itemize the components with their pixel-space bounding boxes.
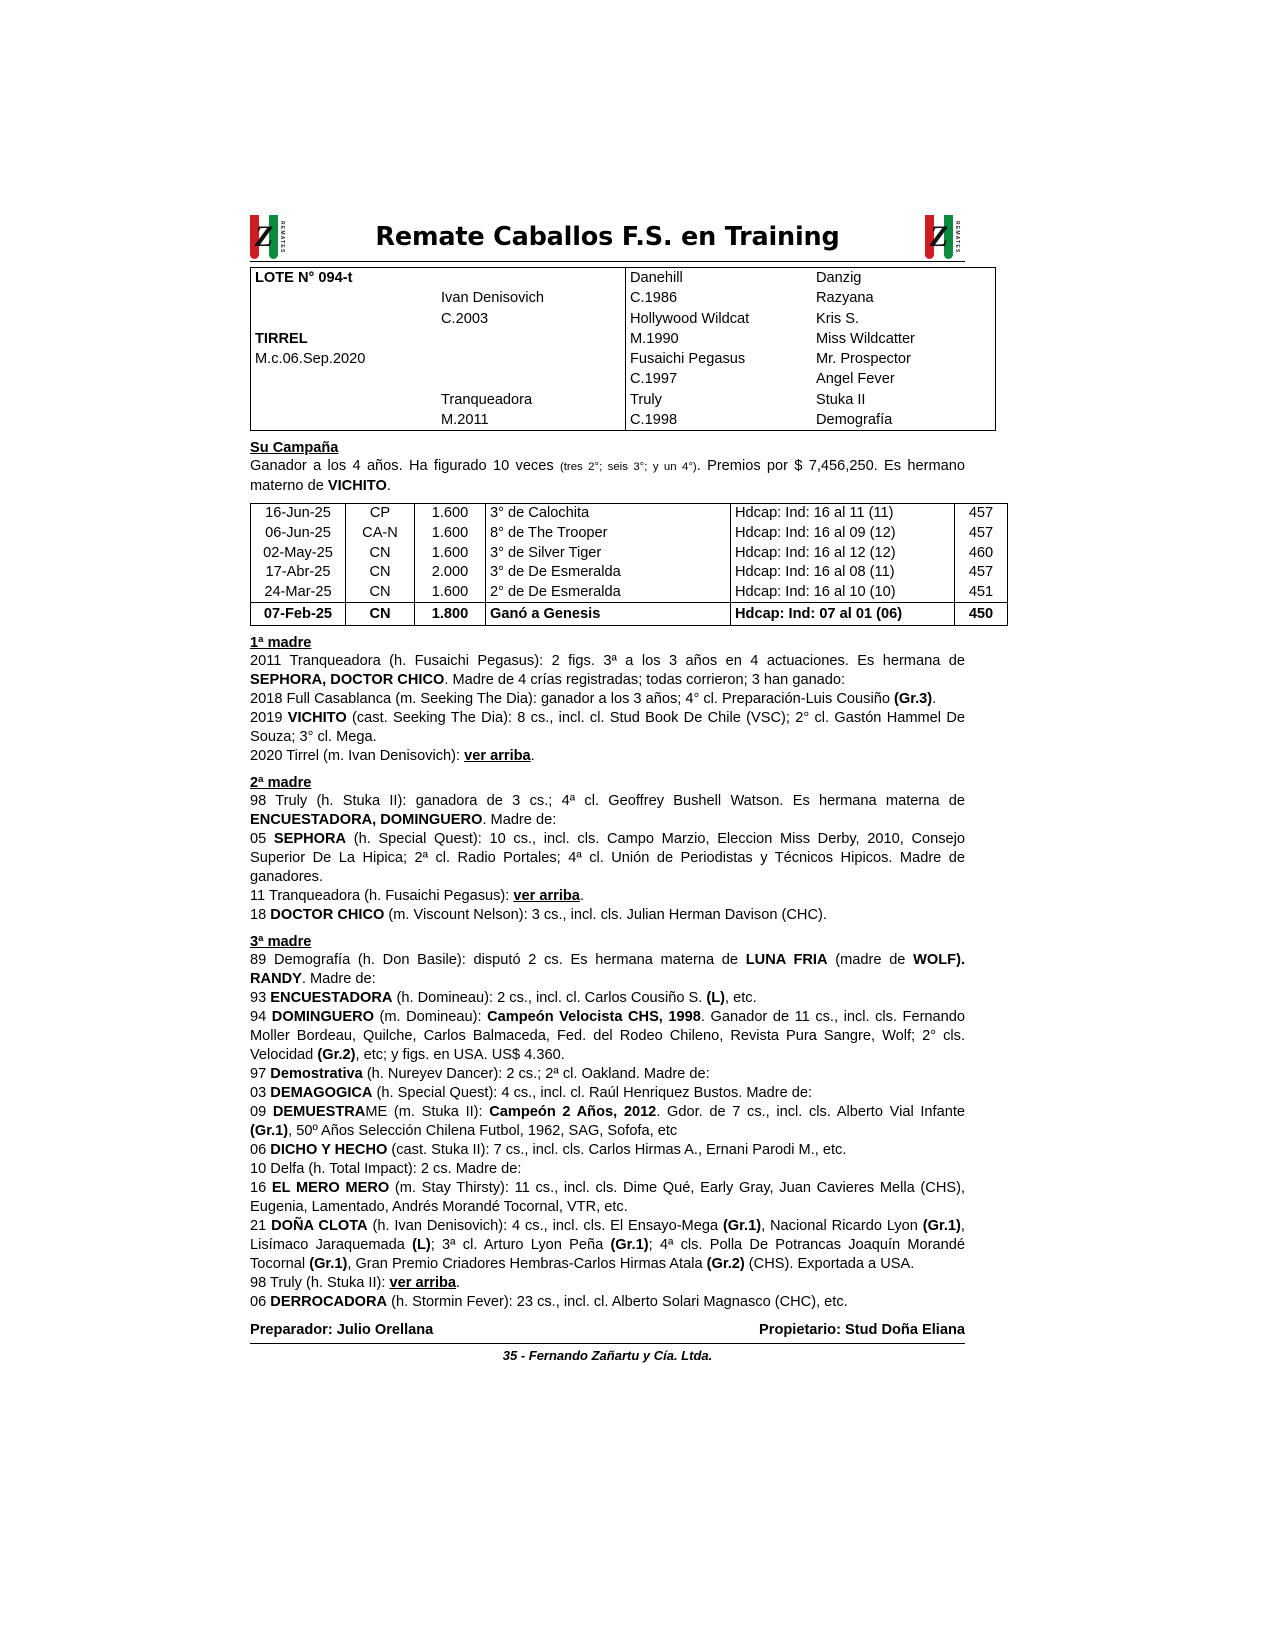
race-history-table	[250, 503, 1008, 626]
race-result: 3° de De Esmeralda	[486, 563, 731, 583]
pedigree-gen2: Fusaichi Pegasus	[626, 349, 813, 369]
race-distance: 1.600	[415, 544, 486, 564]
race-distance: 1.800	[415, 603, 486, 626]
first-dam-text-c: . Madre de 4 crías registradas; todas corrieron; 3 han ganado:	[444, 672, 846, 689]
race-hdcap: Hdcap: Ind: 16 al 09 (12)	[731, 524, 955, 544]
race-result: Ganó a Genesis	[486, 603, 731, 626]
race-date: 17-Abr-25	[251, 563, 346, 583]
pedigree-gen2: Truly	[626, 390, 813, 410]
race-track: CP	[346, 504, 415, 524]
table-row	[251, 504, 1008, 524]
race-date: 24-Mar-25	[251, 583, 346, 603]
list-item: 93 ENCUESTADORA (h. Domineau): 2 cs., incl. cl. Carlos Cousiño S. (L), etc.	[250, 990, 757, 1007]
pedigree-gen3: Mr. Prospector	[816, 351, 911, 368]
page-title: Remate Caballos F.S. en Training	[375, 222, 840, 252]
campaign-text-end: .	[386, 478, 391, 495]
pedigree-row	[251, 349, 996, 369]
pedigree-gen3: Razyana	[816, 290, 874, 307]
list-item: 94 DOMINGUERO (m. Domineau): Campeón Velocista CHS, 1998. Ganador de 11 cs., incl. cls. Fernando Moller Bordeau, Quilche, Carlos Balmaceda, Fed. del Rodeo Chileno, Revista Pura Sangre, Wolf; 2° cls. Velocidad (Gr.2), etc; y figs. en USA. US$ 4.360.	[250, 1009, 966, 1064]
page-footer: 35 - Fernando Zañartu y Cía. Ltda.	[502, 1348, 713, 1364]
third-dam-sibling-2: WOLF). RANDY	[250, 952, 966, 988]
second-dam-heading: 2ª madre	[250, 775, 312, 792]
list-item: 06 DICHO Y HECHO (cast. Stuka II): 7 cs., incl. cls. Carlos Hirmas A., Ernani Parodi M., etc.	[250, 1142, 847, 1159]
campaign-text-a: Ganador a los 4 años. Ha figurado 10 veces	[250, 458, 560, 475]
pedigree-gen3: Demografía	[816, 412, 893, 429]
pedigree-gen2: C.1997	[626, 369, 813, 389]
pedigree-gen3: Stuka II	[816, 391, 866, 408]
pedigree-gen3: Kris S.	[816, 310, 859, 327]
list-item: 16 EL MERO MERO (m. Stay Thirsty): 11 cs., incl. cls. Dime Qué, Early Gray, Juan Cavieres Mella (CHS), Eugenia, Lamentado, Andrés Morandé Tocornal, VTR, etc.	[250, 1180, 966, 1216]
second-dam-text-c: . Madre de:	[482, 812, 557, 829]
dam-name: Tranqueadora	[441, 391, 533, 408]
race-track: CN	[346, 563, 415, 583]
remates-logo-right-icon: Z REMATES	[925, 215, 965, 259]
race-date: 16-Jun-25	[251, 504, 346, 524]
race-date: 02-May-25	[251, 544, 346, 564]
race-weight: 457	[955, 524, 1008, 544]
race-date: 07-Feb-25	[251, 603, 346, 626]
table-row	[251, 563, 1008, 583]
pedigree-blank	[437, 349, 626, 369]
list-item: 09 DEMUESTRAME (m. Stuka II): Campeón 2 Años, 2012. Gdor. de 7 cs., incl. cls. Alberto Vial Infante (Gr.1), 50º Años Selección Chilena Futbol, 1962, SAG, Sofofa, etc	[250, 1104, 965, 1140]
second-dam-summary	[250, 792, 965, 830]
race-distance: 1.600	[415, 524, 486, 544]
third-dam-text-a: 89 Demografía (h. Don Basile): disputó 2 cs. Es hermana materna de	[250, 952, 746, 969]
logo-word-right: REMATES	[954, 220, 960, 254]
campaign-text-b: . Premios por $ 7,456,250. Es hermano materno de	[250, 458, 965, 495]
race-hdcap: Hdcap: Ind: 16 al 12 (12)	[731, 544, 955, 564]
header-divider	[250, 261, 965, 262]
pedigree-blank	[251, 309, 438, 329]
race-hdcap: Hdcap: Ind: 16 al 08 (11)	[731, 563, 955, 583]
lot-number: LOTE N° 094-t	[255, 270, 353, 286]
sire-name: Ivan Denisovich	[441, 290, 545, 307]
campaign-placings: (tres 2°; seis 3°; y un 4°)	[559, 461, 697, 474]
first-dam-siblings: SEPHORA, DOCTOR CHICO	[250, 672, 445, 689]
race-distance: 1.600	[415, 504, 486, 524]
third-dam-heading: 3ª madre	[250, 934, 312, 951]
pedigree-blank	[437, 329, 626, 349]
race-date: 06-Jun-25	[251, 524, 346, 544]
page-header	[250, 215, 965, 259]
pedigree-blank	[437, 369, 626, 389]
owner-label: Propietario: Stud Doña Eliana	[759, 1322, 965, 1339]
race-weight: 457	[955, 504, 1008, 524]
race-distance: 2.000	[415, 563, 486, 583]
race-weight: 450	[955, 603, 1008, 626]
table-row	[251, 583, 1008, 603]
race-track: CN	[346, 544, 415, 564]
pedigree-blank	[251, 288, 438, 308]
pedigree-row	[251, 329, 996, 349]
pedigree-gen3: Danzig	[816, 270, 862, 286]
pedigree-gen2: Hollywood Wildcat	[626, 309, 813, 329]
first-dam-heading: 1ª madre	[250, 635, 312, 652]
pedigree-blank	[251, 390, 438, 410]
campaign-sibling: VICHITO	[327, 478, 387, 495]
horse-description: M.c.06.Sep.2020	[255, 351, 366, 368]
list-item: 97 Demostrativa (h. Nureyev Dancer): 2 cs.; 2ª cl. Oakland. Madre de:	[250, 1066, 710, 1083]
remates-logo-left-icon: Z REMATES	[250, 215, 290, 259]
list-item: 11 Tranqueadora (h. Fusaichi Pegasus): ver arriba.	[250, 888, 584, 905]
pedigree-gen3: Angel Fever	[816, 371, 895, 388]
list-item: 05 SEPHORA (h. Special Quest): 10 cs., incl. cls. Campo Marzio, Eleccion Miss Derby, 2010, Consejo Superior De La Hipica; 2ª cl. Radio Portales; 4ª cl. Unión de Periodistas y Técnicos Hipicos. Madre de ganadores.	[250, 831, 965, 886]
pedigree-row	[251, 288, 996, 308]
first-dam-summary	[250, 652, 965, 690]
pedigree-gen2: M.1990	[626, 329, 813, 349]
race-track: CN	[346, 583, 415, 603]
auction-catalog-page	[250, 215, 994, 1364]
list-item: 21 DOÑA CLOTA (h. Ivan Denisovich): 4 cs., incl. cls. El Ensayo-Mega (Gr.1), Nacional Ricardo Lyon (Gr.1), Lisímaco Jaraquemada (L); 3ª cl. Arturo Lyon Peña (Gr.1); 4ª cls. Polla De Potrancas Joaquín Morandé Tocornal (Gr.1), Gran Premio Criadores Hembras-Carlos Hirmas Atala (Gr.2) (CHS). Exportada a USA.	[250, 1218, 965, 1273]
race-weight: 451	[955, 583, 1008, 603]
list-item: 2018 Full Casablanca (m. Seeking The Dia): ganador a los 3 años; 4° cl. Preparación-Luis Cousiño (Gr.3).	[250, 691, 937, 708]
table-row-win	[251, 603, 1008, 626]
race-weight: 457	[955, 563, 1008, 583]
table-row	[251, 524, 1008, 544]
first-dam-text-a: 2011 Tranqueadora (h. Fusaichi Pegasus): 2 figs. 3ª a los 3 años en 4 actuaciones. Es hermana de	[250, 653, 965, 670]
pedigree-row	[251, 369, 996, 389]
table-row	[251, 544, 1008, 564]
second-dam-text-a: 98 Truly (h. Stuka II): ganadora de 3 cs.; 4ª cl. Geoffrey Bushell Watson. Es hermana materna de	[250, 793, 965, 810]
pedigree-gen2: C.1986	[626, 288, 813, 308]
campaign-heading: Su Campaña	[250, 440, 339, 457]
pedigree-blank	[251, 410, 438, 431]
race-result: 8° de The Trooper	[486, 524, 731, 544]
list-item: 2020 Tirrel (m. Ivan Denisovich): ver arriba.	[250, 748, 535, 765]
list-item: 03 DEMAGOGICA (h. Special Quest): 4 cs., incl. cl. Raúl Henriquez Bustos. Madre de:	[250, 1085, 813, 1102]
campaign-summary	[250, 457, 965, 496]
horse-name: TIRREL	[255, 330, 308, 347]
footer-divider	[250, 1343, 965, 1344]
race-result: 3° de Silver Tiger	[486, 544, 731, 564]
pedigree-row	[251, 410, 996, 431]
race-distance: 1.600	[415, 583, 486, 603]
race-hdcap: Hdcap: Ind: 07 al 01 (06)	[731, 603, 955, 626]
pedigree-row	[251, 309, 996, 329]
pedigree-gen2: C.1998	[626, 410, 813, 431]
race-track: CN	[346, 603, 415, 626]
pedigree-gen2: Danehill	[626, 268, 813, 289]
third-dam-text-c: (madre de	[827, 952, 914, 969]
pedigree-blank	[437, 268, 626, 289]
pedigree-blank	[251, 369, 438, 389]
pedigree-row	[251, 268, 996, 289]
pedigree-table	[250, 267, 996, 431]
race-track: CA-N	[346, 524, 415, 544]
race-weight: 460	[955, 544, 1008, 564]
trainer-label: Preparador: Julio Orellana	[250, 1322, 434, 1339]
pedigree-gen3: Miss Wildcatter	[816, 330, 915, 347]
race-hdcap: Hdcap: Ind: 16 al 11 (11)	[731, 504, 955, 524]
footer-credits	[250, 1322, 965, 1338]
race-result: 3° de Calochita	[486, 504, 731, 524]
logo-word-left: REMATES	[279, 220, 285, 254]
third-dam-text-e: . Madre de:	[301, 971, 376, 988]
list-item: 06 DERROCADORA (h. Stormin Fever): 23 cs., incl. cl. Alberto Solari Magnasco (CHC), etc.	[250, 1294, 848, 1311]
dam-year: M.2011	[441, 412, 489, 429]
sire-year: C.2003	[441, 310, 489, 327]
race-hdcap: Hdcap: Ind: 16 al 10 (10)	[731, 583, 955, 603]
race-result: 2° de De Esmeralda	[486, 583, 731, 603]
third-dam-sibling: LUNA FRIA	[745, 952, 828, 969]
list-item: 2019 VICHITO (cast. Seeking The Dia): 8 cs., incl. cl. Stud Book De Chile (VSC); 2° cl. Gastón Hammel De Souza; 3° cl. Mega.	[250, 710, 965, 746]
list-item: 18 DOCTOR CHICO (m. Viscount Nelson): 3 cs., incl. cls. Julian Herman Davison (CHC).	[250, 907, 827, 924]
second-dam-siblings: ENCUESTADORA, DOMINGUERO	[250, 812, 483, 829]
pedigree-row	[251, 390, 996, 410]
list-item: 10 Delfa (h. Total Impact): 2 cs. Madre de:	[250, 1161, 522, 1178]
list-item: 98 Truly (h. Stuka II): ver arriba.	[250, 1275, 461, 1292]
third-dam-summary	[250, 951, 965, 989]
